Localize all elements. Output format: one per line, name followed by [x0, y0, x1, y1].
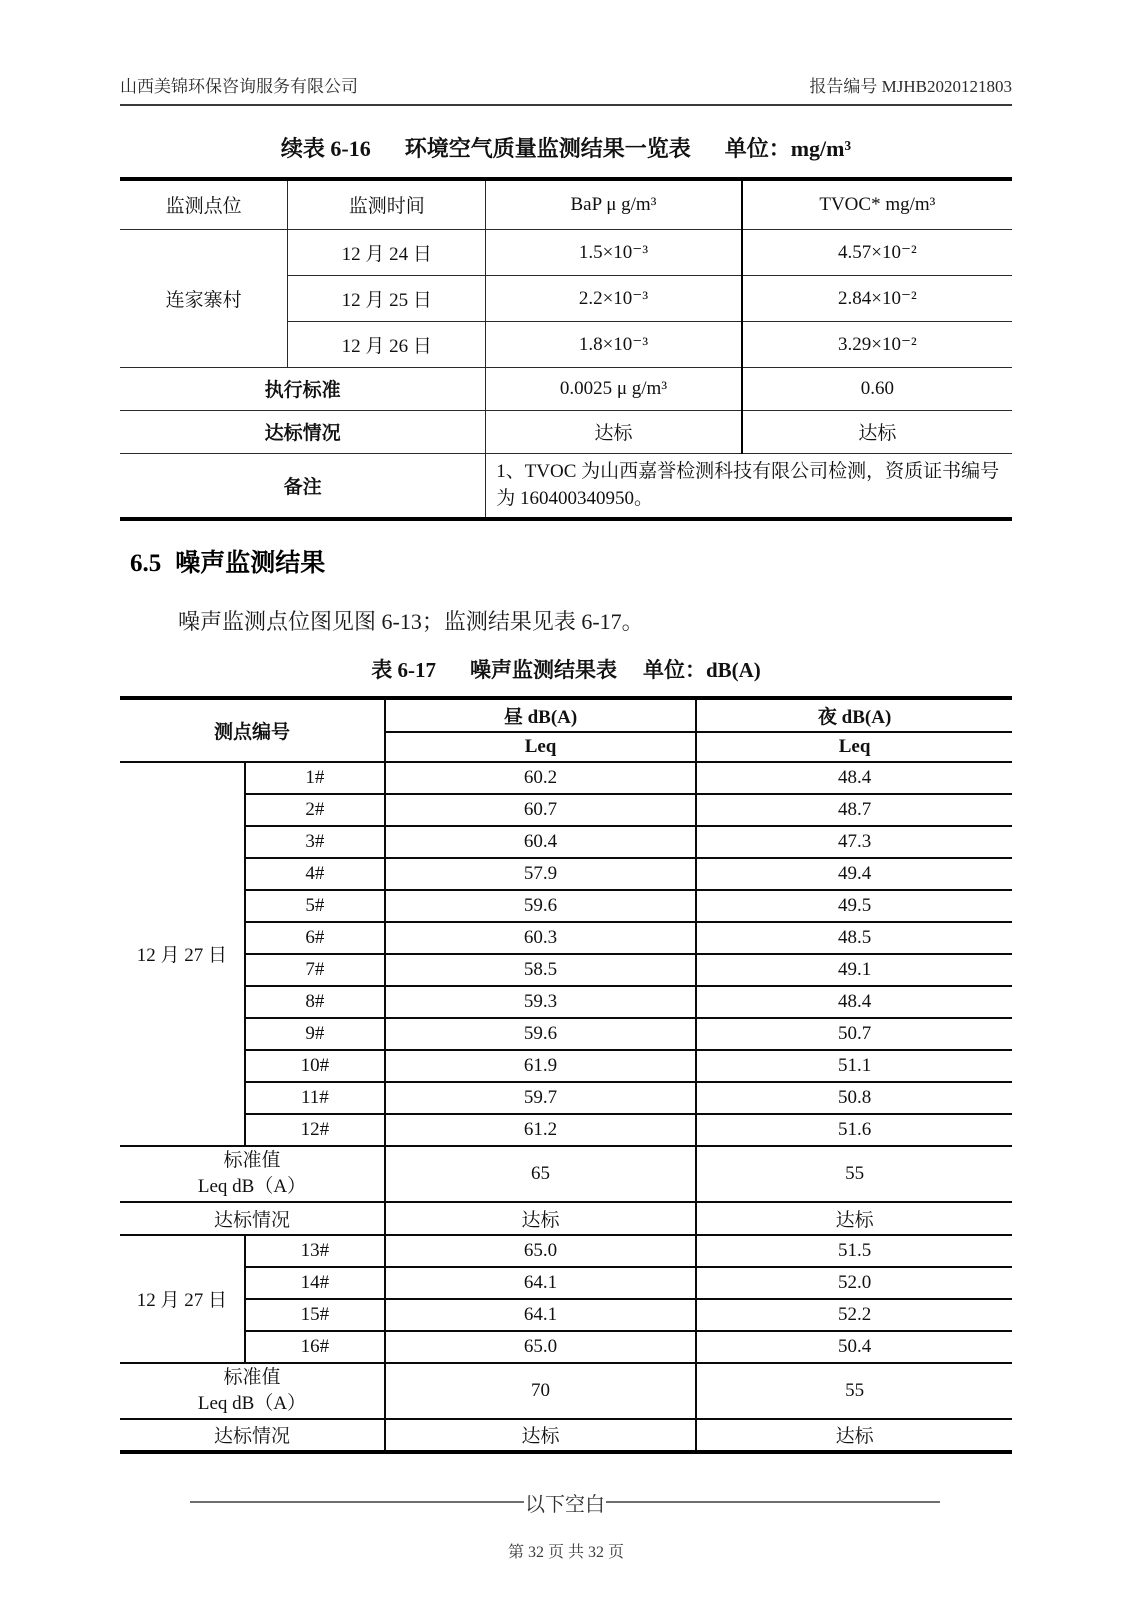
air-table-unit: 单位：mg/m³ [724, 136, 852, 161]
table-row [120, 1018, 1012, 1050]
noise-date-cell: 12 月 27 日 [120, 1235, 245, 1363]
blank-below-text: 以下空白 [525, 1493, 605, 1516]
date-cell: 12 月 25 日 [288, 275, 486, 321]
day-value-cell: 59.6 [385, 890, 696, 922]
table-row [120, 1114, 1012, 1146]
section-title: 噪声监测结果 [175, 549, 326, 577]
tvoc-value-cell: 2.84×10⁻² [742, 275, 1012, 321]
day-value-cell: 59.7 [385, 1082, 696, 1114]
noise-header-night: 夜 dB(A) [696, 698, 1012, 732]
noise-standard-label-line2: Leq dB（A） [197, 1175, 307, 1197]
point-number-cell: 15# [245, 1299, 385, 1331]
noise-compliance-label: 达标情况 [120, 1202, 385, 1235]
remark-label: 备注 [120, 453, 486, 519]
day-value-cell: 64.1 [385, 1267, 696, 1299]
noise-standard-label-line1: 标准值 [223, 1366, 281, 1388]
noise-table-unit: 单位：dB(A) [642, 657, 761, 682]
point-number-cell: 13# [245, 1235, 385, 1267]
day-value-cell: 59.3 [385, 986, 696, 1018]
night-value-cell: 48.5 [696, 922, 1012, 954]
point-number-cell: 5# [245, 890, 385, 922]
day-value-cell: 60.7 [385, 794, 696, 826]
night-value-cell: 51.6 [696, 1114, 1012, 1146]
section-heading [130, 543, 1012, 579]
point-number-cell: 3# [245, 826, 385, 858]
day-value-cell: 59.6 [385, 1018, 696, 1050]
table-row [120, 453, 1012, 519]
table-row [120, 1363, 1012, 1419]
noise-compliance-night: 达标 [835, 1426, 874, 1448]
noise-header-point: 测点编号 [120, 698, 385, 762]
noise-standard-night: 55 [696, 1146, 1012, 1202]
blank-below-divider [120, 1488, 1012, 1517]
divider-line-right [606, 1501, 940, 1503]
point-number-cell: 1# [245, 762, 385, 794]
table-row [120, 1082, 1012, 1114]
date-cell: 12 月 26 日 [288, 321, 486, 367]
night-value-cell: 49.4 [696, 858, 1012, 890]
day-value-cell: 57.9 [385, 858, 696, 890]
night-value-cell: 49.1 [696, 954, 1012, 986]
day-value-cell: 60.2 [385, 762, 696, 794]
air-table-title [120, 132, 1012, 163]
page-number: 第 32 页 共 32 页 [507, 1543, 624, 1561]
table-row [120, 229, 1012, 275]
body-paragraph: 噪声监测点位图见图 6-13；监测结果见表 6-17。 [178, 608, 644, 634]
noise-standard-label-line2: Leq dB（A） [197, 1392, 307, 1414]
day-value-cell: 60.4 [385, 826, 696, 858]
table-row [120, 826, 1012, 858]
night-value-cell: 50.8 [696, 1082, 1012, 1114]
night-value-cell: 52.2 [696, 1299, 1012, 1331]
page-header [120, 72, 1012, 106]
point-number-cell: 12# [245, 1114, 385, 1146]
point-number-cell: 4# [245, 858, 385, 890]
bap-value-cell: 1.8×10⁻³ [486, 321, 742, 367]
compliance-tvoc-cell: 达标 [742, 410, 1012, 453]
standard-tvoc-cell: 0.60 [742, 367, 1012, 410]
noise-table-name: 噪声监测结果表 [469, 657, 617, 682]
standard-label: 执行标准 [120, 367, 486, 410]
table-row [120, 367, 1012, 410]
standard-bap-cell: 0.0025 μ g/m³ [486, 367, 742, 410]
compliance-label: 达标情况 [120, 410, 486, 453]
noise-standard-label [120, 1146, 385, 1202]
point-number-cell: 11# [245, 1082, 385, 1114]
night-value-cell: 48.4 [696, 762, 1012, 794]
day-value-cell: 61.9 [385, 1050, 696, 1082]
night-value-cell: 48.4 [696, 986, 1012, 1018]
day-value-cell: 60.3 [385, 922, 696, 954]
night-value-cell: 50.7 [696, 1018, 1012, 1050]
table-row [120, 179, 1012, 229]
table-row [120, 954, 1012, 986]
noise-header-day: 昼 dB(A) [385, 698, 696, 732]
point-number-cell: 6# [245, 922, 385, 954]
table-row [120, 922, 1012, 954]
noise-standard-night: 55 [696, 1363, 1012, 1419]
air-header-bap: BaP μ g/m³ [486, 179, 742, 229]
table-row [120, 698, 1012, 732]
table-row [120, 858, 1012, 890]
air-quality-table [120, 177, 1012, 521]
day-value-cell: 64.1 [385, 1299, 696, 1331]
point-number-cell: 7# [245, 954, 385, 986]
tvoc-value-cell: 4.57×10⁻² [742, 229, 1012, 275]
noise-header-leq-day: Leq [385, 732, 696, 762]
table-row [120, 890, 1012, 922]
noise-standard-label-line1: 标准值 [223, 1149, 281, 1171]
air-table-name: 环境空气质量监测结果一览表 [404, 136, 691, 161]
noise-table-title [120, 654, 1012, 684]
noise-date-cell: 12 月 27 日 [120, 762, 245, 1146]
table-row [120, 1146, 1012, 1202]
table-row [120, 1050, 1012, 1082]
compliance-bap-cell: 达标 [486, 410, 742, 453]
day-value-cell: 58.5 [385, 954, 696, 986]
night-value-cell: 48.7 [696, 794, 1012, 826]
table-row [120, 1299, 1012, 1331]
noise-table [120, 696, 1012, 1454]
night-value-cell: 50.4 [696, 1331, 1012, 1363]
night-value-cell: 52.0 [696, 1267, 1012, 1299]
night-value-cell: 51.1 [696, 1050, 1012, 1082]
point-number-cell: 8# [245, 986, 385, 1018]
table-row [120, 1331, 1012, 1363]
night-value-cell: 49.5 [696, 890, 1012, 922]
section-number: 6.5 [130, 549, 162, 577]
air-header-point: 监测点位 [120, 179, 288, 229]
table-row [120, 986, 1012, 1018]
point-number-cell: 9# [245, 1018, 385, 1050]
divider-line-left [190, 1501, 524, 1503]
table-row [120, 1235, 1012, 1267]
noise-compliance-label: 达标情况 [120, 1419, 385, 1452]
noise-compliance-day: 达标 [385, 1202, 696, 1235]
site-cell: 连家寨村 [120, 229, 288, 367]
day-value-cell: 65.0 [385, 1235, 696, 1267]
noise-compliance-day: 达标 [385, 1419, 696, 1452]
table-row [120, 762, 1012, 794]
noise-table-label: 表 6-17 [371, 657, 436, 682]
point-number-cell: 14# [245, 1267, 385, 1299]
night-value-cell: 47.3 [696, 826, 1012, 858]
day-value-cell: 61.2 [385, 1114, 696, 1146]
noise-header-leq-night: Leq [696, 732, 1012, 762]
remark-text: 1、TVOC 为山西嘉誉检测科技有限公司检测，资质证书编号为 160400340950。 [496, 460, 1000, 510]
company-name: 山西美锦环保咨询服务有限公司 [120, 77, 358, 96]
table-row [120, 1267, 1012, 1299]
table-row [120, 794, 1012, 826]
date-cell: 12 月 24 日 [288, 229, 486, 275]
tvoc-value-cell: 3.29×10⁻² [742, 321, 1012, 367]
bap-value-cell: 1.5×10⁻³ [486, 229, 742, 275]
air-header-tvoc: TVOC* mg/m³ [742, 179, 1012, 229]
point-number-cell: 16# [245, 1331, 385, 1363]
noise-compliance-night: 达标 [696, 1202, 1012, 1235]
point-number-cell: 2# [245, 794, 385, 826]
table-row [120, 410, 1012, 453]
table-row [120, 1419, 1012, 1452]
air-table-label: 续表 6-16 [280, 136, 371, 161]
air-header-time: 监测时间 [288, 179, 486, 229]
night-value-cell: 51.5 [696, 1235, 1012, 1267]
point-number-cell: 10# [245, 1050, 385, 1082]
table-row [120, 1202, 1012, 1235]
noise-standard-day: 70 [385, 1363, 696, 1419]
bap-value-cell: 2.2×10⁻³ [486, 275, 742, 321]
day-value-cell: 65.0 [385, 1331, 696, 1363]
report-number: 报告编号 MJHB2020121803 [809, 77, 1012, 96]
noise-standard-day: 65 [385, 1146, 696, 1202]
noise-standard-label [120, 1363, 385, 1419]
